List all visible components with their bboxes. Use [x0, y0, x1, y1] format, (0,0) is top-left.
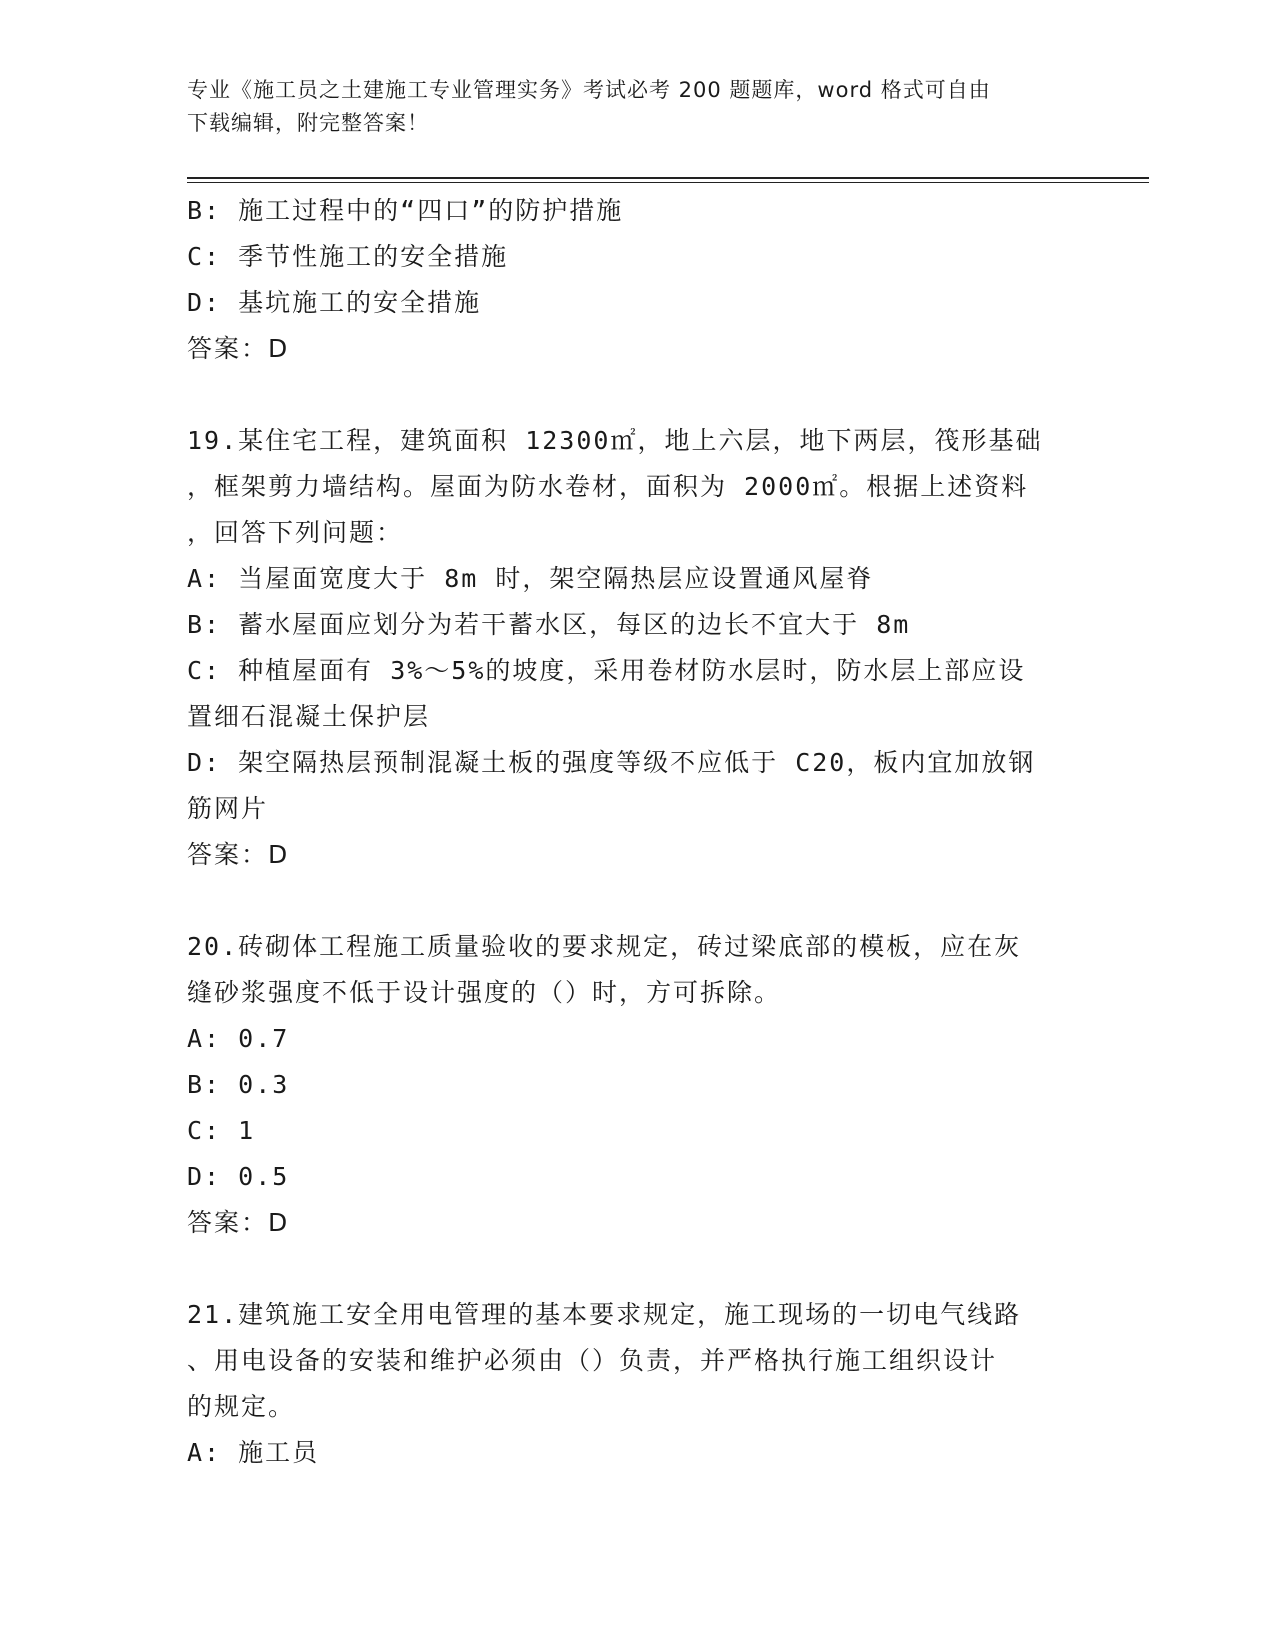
option-c: C: 种植屋面有 3%～5%的坡度，采用卷材防水层时，防水层上部应设: [187, 656, 1026, 685]
question-stem-line: ，框架剪力墙结构。屋面为防水卷材，面积为 2000㎡。根据上述资料: [187, 472, 1029, 501]
question-stem-line: 、用电设备的安装和维护必须由（）负责，并严格执行施工组织设计: [187, 1346, 998, 1375]
option-d: D: 0.5: [187, 1162, 290, 1191]
question-stem-line: 19.某住宅工程，建筑面积 12300㎡，地上六层，地下两层，筏形基础: [187, 426, 1043, 455]
option-b: B: 蓄水屋面应划分为若干蓄水区，每区的边长不宜大于 8m: [187, 610, 911, 639]
question-21: [187, 1292, 1087, 1476]
spacer: [187, 372, 1087, 418]
question-19: [187, 418, 1087, 878]
page-header: [187, 74, 1067, 140]
spacer: [187, 1246, 1087, 1292]
option-a: A: 施工员: [187, 1438, 320, 1467]
header-divider-thin: [187, 182, 1149, 183]
answer-line: 答案：D: [187, 334, 290, 363]
header-divider-thick: [187, 177, 1149, 179]
option-c: C: 1: [187, 1116, 256, 1145]
question-stem-line: 的规定。: [187, 1392, 296, 1421]
option-d: D: 架空隔热层预制混凝土板的强度等级不应低于 C20，板内宜加放钢: [187, 748, 1036, 777]
option-c-continued: 置细石混凝土保护层: [187, 702, 431, 731]
question-20: [187, 924, 1087, 1246]
header-title-line-2: 下载编辑，附完整答案！: [187, 111, 429, 135]
question-stem-line: 缝砂浆强度不低于设计强度的（）时，方可拆除。: [187, 978, 782, 1007]
option-b: B: 0.3: [187, 1070, 290, 1099]
option-a: A: 0.7: [187, 1024, 290, 1053]
question-stem-line: 21.建筑施工安全用电管理的基本要求规定，施工现场的一切电气线路: [187, 1300, 1022, 1329]
answer-line: 答案：D: [187, 840, 290, 869]
question-18: [187, 188, 1087, 372]
question-stem-line: 20.砖砌体工程施工质量验收的要求规定，砖过梁底部的模板，应在灰: [187, 932, 1022, 961]
spacer: [187, 878, 1087, 924]
document-body: [187, 188, 1087, 1476]
question-stem-line: ，回答下列问题：: [187, 518, 404, 547]
header-title-line-1: 专业《施工员之土建施工专业管理实务》考试必考 200 题题库，word 格式可自由: [187, 78, 991, 102]
option-d-continued: 筋网片: [187, 794, 269, 823]
option-b: B: 施工过程中的“四口”的防护措施: [187, 196, 624, 225]
option-a: A: 当屋面宽度大于 8m 时，架空隔热层应设置通风屋脊: [187, 564, 874, 593]
option-d: D: 基坑施工的安全措施: [187, 288, 482, 317]
answer-line: 答案：D: [187, 1208, 290, 1237]
option-c: C: 季节性施工的安全措施: [187, 242, 509, 271]
